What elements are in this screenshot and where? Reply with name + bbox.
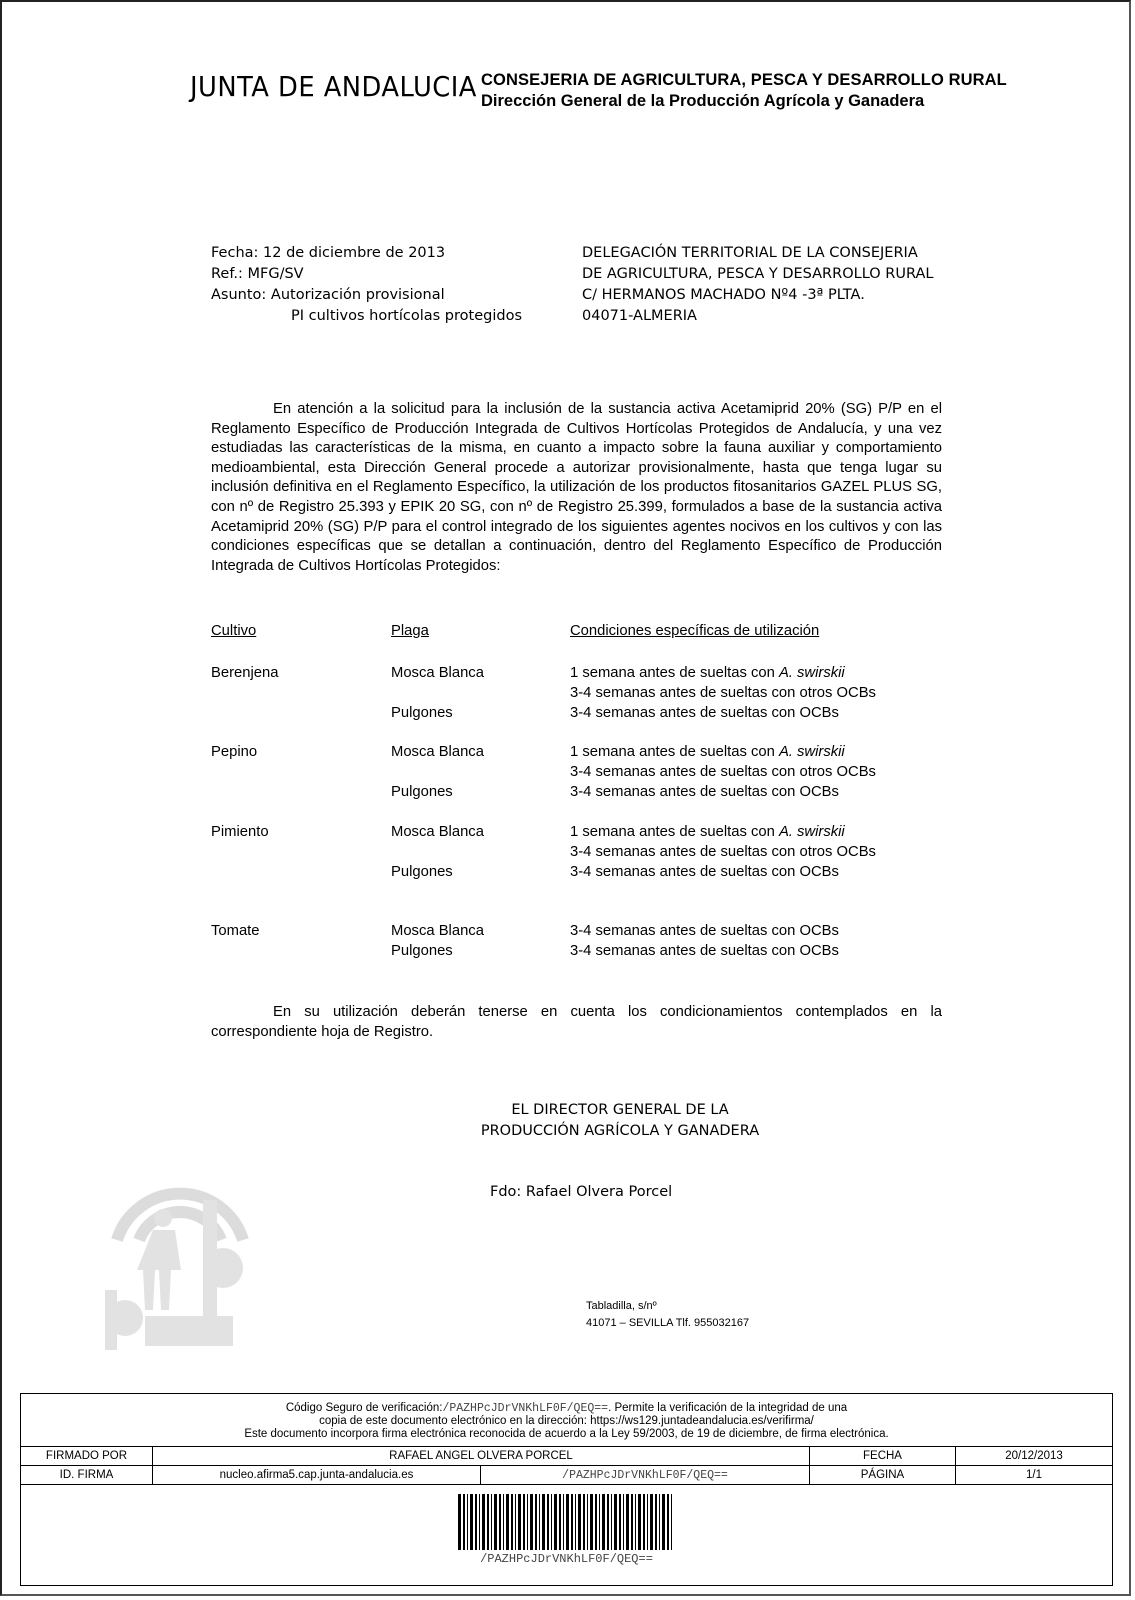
condicion-text: 1 semana antes de sueltas con bbox=[570, 744, 779, 760]
recipient-line: DELEGACIÓN TERRITORIAL DE LA CONSEJERIA bbox=[582, 245, 918, 261]
signature-title-2: PRODUCCIÓN AGRÍCOLA Y GANADERA bbox=[480, 1123, 760, 1139]
barcode-bar bbox=[566, 1494, 569, 1550]
barcode-bar bbox=[655, 1494, 657, 1550]
barcode-bar bbox=[515, 1494, 516, 1550]
consejeria-title: CONSEJERIA DE AGRICULTURA, PESCA Y DESARROLLO RURAL bbox=[481, 71, 1007, 89]
barcode-bar bbox=[530, 1494, 533, 1550]
barcode-code: /PAZHPcJDrVNKhLF0F/QEQ== bbox=[480, 1552, 653, 1566]
meta-ref: Ref.: MFG/SV bbox=[211, 266, 304, 282]
barcode-bar bbox=[590, 1494, 593, 1550]
verification-line-1 bbox=[20, 1402, 1113, 1415]
barcode-bar bbox=[506, 1494, 509, 1550]
barcode-bar bbox=[467, 1494, 468, 1550]
fecha-label: FECHA bbox=[810, 1447, 956, 1466]
body-paragraph bbox=[211, 400, 942, 576]
barcode-bar bbox=[542, 1494, 545, 1550]
condicion-text: 1 semana antes de sueltas con bbox=[570, 665, 779, 681]
barcode-bar bbox=[499, 1494, 501, 1550]
barcode-bar bbox=[671, 1494, 672, 1550]
condicion-cell: 3-4 semanas antes de sueltas con otros OCBs bbox=[570, 764, 876, 780]
barcode-bar bbox=[595, 1494, 597, 1550]
andalucia-emblem-watermark bbox=[105, 1140, 255, 1350]
barcode-bar bbox=[626, 1494, 629, 1550]
barcode-bar bbox=[638, 1494, 641, 1550]
barcode-bar bbox=[575, 1494, 576, 1550]
barcode-bar bbox=[539, 1494, 540, 1550]
signature-title-1: EL DIRECTOR GENERAL DE LA bbox=[511, 1102, 729, 1118]
barcode-bar bbox=[487, 1494, 489, 1550]
barcode-bar bbox=[535, 1494, 537, 1550]
csv-code-cell: /PAZHPcJDrVNKhLF0F/QEQ== bbox=[481, 1466, 810, 1485]
barcode-bar bbox=[635, 1494, 636, 1550]
condicion-cell: 3-4 semanas antes de sueltas con OCBs bbox=[570, 943, 839, 959]
barcode-bar bbox=[607, 1494, 609, 1550]
condicion-cell: 3-4 semanas antes de sueltas con OCBs bbox=[570, 705, 839, 721]
species-name: A. swirskii bbox=[778, 744, 845, 760]
plaga-cell: Mosca Blanca bbox=[391, 665, 484, 681]
plaga-cell: Pulgones bbox=[391, 705, 453, 721]
condicion-cell bbox=[570, 822, 845, 842]
firmado-por-value: RAFAEL ANGEL OLVERA PORCEL bbox=[153, 1447, 810, 1466]
barcode-bar bbox=[547, 1494, 549, 1550]
condicion-cell bbox=[570, 742, 845, 762]
barcode-bar bbox=[614, 1494, 617, 1550]
verification-text bbox=[20, 1402, 1113, 1441]
barcode-bar bbox=[523, 1494, 525, 1550]
barcode-bar bbox=[475, 1494, 477, 1550]
id-firma-value: nucleo.afirma5.cap.junta-andalucia.es bbox=[153, 1466, 481, 1485]
species-name: A. swirskii bbox=[778, 665, 845, 681]
signature-name: Fdo: Rafael Olvera Porcel bbox=[490, 1184, 673, 1200]
plaga-cell: Pulgones bbox=[391, 943, 453, 959]
plaga-cell: Mosca Blanca bbox=[391, 923, 484, 939]
csv-code: /PAZHPcJDrVNKhLF0F/QEQ== bbox=[442, 1402, 609, 1415]
barcode-bar bbox=[631, 1494, 633, 1550]
closing-paragraph bbox=[211, 1002, 942, 1042]
closing-text: En su utilización deberán tenerse en cuenta los condicionamientos contemplados en la correspondiente hoja de Registro. bbox=[211, 1004, 942, 1040]
barcode-bar bbox=[650, 1494, 653, 1550]
plaga-cell: Mosca Blanca bbox=[391, 824, 484, 840]
barcode-bar bbox=[511, 1494, 513, 1550]
footer-address-line: Tabladilla, s/nº bbox=[586, 1300, 657, 1312]
meta-fecha: Fecha: 12 de diciembre de 2013 bbox=[211, 245, 446, 261]
barcode-bar bbox=[458, 1494, 461, 1550]
barcode-bar bbox=[551, 1494, 552, 1550]
direccion-title: Dirección General de la Producción Agrícola y Ganadera bbox=[481, 92, 925, 110]
condicion-cell: 3-4 semanas antes de sueltas con OCBs bbox=[570, 784, 839, 800]
barcode-bar bbox=[619, 1494, 621, 1550]
recipient-line: DE AGRICULTURA, PESCA Y DESARROLLO RURAL bbox=[582, 266, 934, 282]
condicion-cell: 3-4 semanas antes de sueltas con OCBs bbox=[570, 864, 839, 880]
condicion-cell: 3-4 semanas antes de sueltas con otros OCBs bbox=[570, 844, 876, 860]
barcode-bar bbox=[599, 1494, 600, 1550]
verification-line-2: copia de este documento electrónico en la dirección: https://ws129.juntadeandalucia.es/verifirma/ bbox=[319, 1415, 814, 1427]
footer-address bbox=[586, 1298, 749, 1332]
barcode-bar bbox=[518, 1494, 521, 1550]
barcode-bar bbox=[479, 1494, 480, 1550]
cultivo-cell: Pepino bbox=[211, 744, 258, 760]
fecha-value: 20/12/2013 bbox=[956, 1447, 1113, 1466]
barcode bbox=[458, 1494, 675, 1550]
barcode-bar bbox=[643, 1494, 645, 1550]
col-header-plaga: Plaga bbox=[391, 623, 429, 639]
barcode-bar bbox=[602, 1494, 605, 1550]
barcode-bar bbox=[647, 1494, 648, 1550]
cultivo-cell: Pimiento bbox=[211, 824, 269, 840]
id-firma-label: ID. FIRMA bbox=[21, 1466, 153, 1485]
barcode-bar bbox=[494, 1494, 497, 1550]
barcode-bar bbox=[583, 1494, 585, 1550]
barcode-bar bbox=[587, 1494, 588, 1550]
recipient-line: C/ HERMANOS MACHADO Nº4 -3ª PLTA. bbox=[582, 287, 865, 303]
barcode-bar bbox=[503, 1494, 504, 1550]
meta-asunto: Asunto: Autorización provisional bbox=[211, 287, 445, 303]
barcode-bar bbox=[563, 1494, 564, 1550]
recipient-address bbox=[582, 243, 933, 327]
cultivo-cell: Tomate bbox=[211, 923, 260, 939]
barcode-bar bbox=[482, 1494, 485, 1550]
barcode-bar bbox=[611, 1494, 612, 1550]
plaga-cell: Pulgones bbox=[391, 864, 453, 880]
barcode-bar bbox=[470, 1494, 473, 1550]
footer-address-line: 41071 – SEVILLA Tlf. 955032167 bbox=[586, 1317, 750, 1329]
cultivo-cell: Berenjena bbox=[211, 665, 279, 681]
body-text: En atención a la solicitud para la inclusión de la sustancia activa Acetamiprid 20% (SG) P/P en el Reglamento Específico de Producción Integrada de Cultivos Hortícolas Protegidos de Andalucía, y una vez estudiadas las características de la misma, en cuanto a impacto sobre la fauna auxiliar y comportamiento medioambiental, esta Dirección General procede a autorizar provisionalmente, hasta que tenga lugar su inclusión definitiva en el Reglamento Específico, la utilización de los productos fitosanitarios GAZEL PLUS SG, con nº de Registro 25.393 y EPIK 20 SG, con nº de Registro 25.399, formulados a base de la sustancia activa Acetamiprid 20% (SG) P/P para el control integrado de los siguientes agentes nocivos en los cultivos y con las condiciones específicas que se detallan a continuación, dentro del Reglamento Específico de Producción Integrada de Cultivos Hortícolas Protegidos: bbox=[211, 401, 942, 574]
verification-line-1-suffix: . Permite la verificación de la integridad de una bbox=[608, 1402, 848, 1414]
barcode-bar bbox=[463, 1494, 465, 1550]
barcode-bar bbox=[659, 1494, 660, 1550]
barcode-bar bbox=[623, 1494, 624, 1550]
plaga-cell: Mosca Blanca bbox=[391, 744, 484, 760]
table-row bbox=[21, 1466, 1113, 1485]
barcode-bar bbox=[571, 1494, 573, 1550]
table-row bbox=[21, 1447, 1113, 1466]
barcode-bar bbox=[559, 1494, 561, 1550]
barcode-bar bbox=[554, 1494, 557, 1550]
plaga-cell: Pulgones bbox=[391, 784, 453, 800]
col-header-cultivo: Cultivo bbox=[211, 623, 257, 639]
recipient-line: 04071-ALMERIA bbox=[582, 308, 697, 324]
csv-label: Código Seguro de verificación: bbox=[285, 1402, 443, 1414]
barcode-bar bbox=[578, 1494, 581, 1550]
barcode-bar bbox=[662, 1494, 665, 1550]
col-header-condiciones: Condiciones específicas de utilización bbox=[570, 623, 820, 639]
verification-line-3: Este documento incorpora firma electrónica reconocida de acuerdo a la Ley 59/2003, de 19 de diciembre, de firma electrónica. bbox=[244, 1428, 889, 1440]
firmado-por-label: FIRMADO POR bbox=[21, 1447, 153, 1466]
barcode-bar bbox=[491, 1494, 492, 1550]
junta-logo: JUNTA DE ANDALUCIA bbox=[190, 70, 477, 103]
species-name: A. swirskii bbox=[778, 824, 845, 840]
signature-info-table bbox=[20, 1446, 1113, 1485]
barcode-bar bbox=[527, 1494, 528, 1550]
pagina-value: 1/1 bbox=[956, 1466, 1113, 1485]
condicion-cell: 3-4 semanas antes de sueltas con OCBs bbox=[570, 923, 839, 939]
condicion-text: 1 semana antes de sueltas con bbox=[570, 824, 779, 840]
barcode-bar bbox=[667, 1494, 669, 1550]
condicion-cell bbox=[570, 663, 845, 683]
pagina-label: PÁGINA bbox=[810, 1466, 956, 1485]
meta-asunto-detail: PI cultivos hortícolas protegidos bbox=[291, 308, 522, 324]
condicion-cell: 3-4 semanas antes de sueltas con otros OCBs bbox=[570, 685, 876, 701]
